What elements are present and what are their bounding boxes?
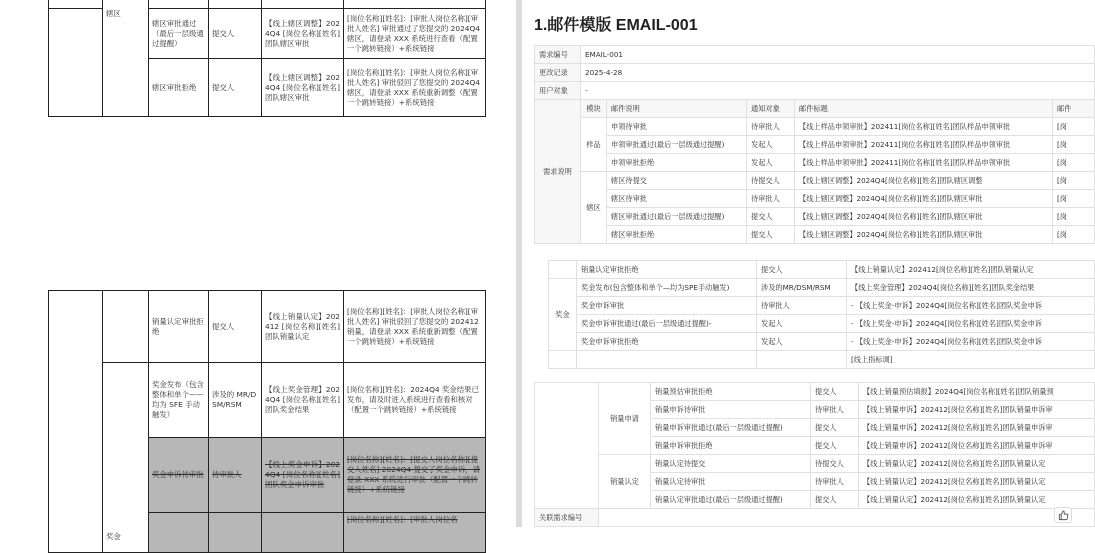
target-cell: 待提交人: [747, 172, 795, 190]
col-header: 通知对象: [747, 100, 795, 118]
subject-cell: 【线上销量预估填报】2024Q4[岗位名称][姓名]团队销量预: [859, 383, 1095, 401]
target-cell: 发起人: [757, 315, 847, 333]
subject-cell: 【线上销量认定】202412[岗位名称][姓名]团队销量认定: [859, 473, 1095, 491]
bonus-table: [48, 290, 486, 553]
page-title: 1.邮件模版 EMAIL-001: [534, 17, 698, 34]
table-row: [549, 279, 1095, 297]
sales-email-table: [534, 382, 1095, 527]
module-cell: 销量申请: [599, 383, 651, 455]
req-label: 需求说明: [535, 100, 581, 244]
target-cell: 发起人: [747, 136, 795, 154]
target-cell: 待审批人: [811, 473, 859, 491]
desc-cell: 奖金申诉审批通过(最后一层级通过提醒)-: [577, 315, 757, 333]
table-row: [535, 136, 1095, 154]
row-content: [岗位名称][姓名]：[审批人岗位名: [347, 515, 458, 524]
target-cell: 提交人: [757, 261, 847, 279]
subject-cell: 【线上辖区调整】2024Q4[岗位名称][姓名]团队辖区审批: [795, 226, 1053, 244]
table-row: [535, 383, 1095, 401]
subject-cell: - 【线上奖金-申诉】2024Q4[岗位名称][姓名]团队奖金申诉: [847, 297, 1095, 315]
target-cell: 待审批人: [747, 190, 795, 208]
email-template-table: [534, 45, 1095, 244]
subject-cell: 【线上辖区调整】2024Q4[岗位名称][姓名]团队辖区审批: [795, 190, 1053, 208]
extra-cell: [岗: [1053, 190, 1095, 208]
extra-cell: [岗: [1053, 226, 1095, 244]
desc-cell: 奖金发布(包含整体和单个—均为SPE手动触发): [577, 279, 757, 297]
subject-cell: 【线上辖区调整】2024Q4[岗位名称][姓名]团队辖区审批: [795, 208, 1053, 226]
desc-cell: 申领审批拒绝: [607, 154, 747, 172]
row-subject: 【线上奖金申诉】2024Q4 [岗位名称][姓名]团队奖金申诉审批: [265, 460, 340, 489]
like-button[interactable]: [1054, 507, 1072, 523]
table-row: [549, 333, 1095, 351]
module-cell: 销量认定: [599, 455, 651, 509]
table-row: [535, 190, 1095, 208]
row-name: 销量认定审批拒绝: [149, 291, 209, 363]
bonus-email-table: [548, 260, 1095, 369]
module-cell: 辖区: [581, 172, 607, 244]
desc-cell: 销量认定待提交: [651, 455, 811, 473]
district-table: [48, 0, 486, 117]
module-cell: 奖金: [549, 279, 577, 351]
thumbs-up-icon: [1058, 510, 1069, 521]
table-row: [549, 315, 1095, 333]
subject-cell: 【线上销量认定】202412[岗位名称][姓名]团队销量认定: [847, 261, 1095, 279]
subject-cell: 【线上辖区调整】2024Q4[岗位名称][姓名]团队辖区调整: [795, 172, 1053, 190]
subject-cell: 【线上销量认定】202412[岗位名称][姓名]团队销量认定: [859, 491, 1095, 509]
row-name: 奖金发布（包含整体和单个——均为 SFE 手动触发）: [149, 363, 209, 438]
meta-label: 需求编号: [535, 46, 581, 64]
desc-cell: 奖金申诉审批拒绝: [577, 333, 757, 351]
row-content: [岗位名称][姓名]：[审批人岗位名称][审批人姓名] 审批驳回了您提交的 202412 销量，请登录 XXX 系统重新调整（配置一个跳转链接）+系统链接: [344, 291, 486, 363]
table-row: [49, 291, 486, 363]
row-recipient: 提交人: [209, 291, 262, 363]
desc-cell: 销量认定待审批: [651, 473, 811, 491]
row-name: 辖区审批拒绝: [149, 59, 209, 117]
desc-cell: 辖区审批拒绝: [607, 226, 747, 244]
meta-value: -: [581, 82, 1095, 100]
document-page: [0, 0, 516, 541]
desc-cell: 销量预估审批拒绝: [651, 383, 811, 401]
row-subject: 【线上辖区调整】2024Q4 [岗位名称][姓名]团队辖区审批: [262, 59, 344, 117]
target-cell: 提交人: [811, 437, 859, 455]
col-header: 邮件标题: [795, 100, 1053, 118]
row-recipient: 提交人: [209, 9, 262, 59]
row-content: [岗位名称][姓名]：[提交人岗位名称][提交人姓名] 2024Q4 提交了奖金申诉，请登录 XXX 系统进行审批（配置一个跳转链接）+系统链接: [347, 455, 480, 494]
group-label: 辖区: [103, 0, 149, 117]
target-cell: 提交人: [811, 383, 859, 401]
desc-cell: 辖区待审批: [607, 190, 747, 208]
table-row: [535, 172, 1095, 190]
table-row: [549, 261, 1095, 279]
table-row: [535, 208, 1095, 226]
target-cell: 待审批人: [811, 401, 859, 419]
subject-cell: 【线上销量申诉】202412[岗位名称][姓名]团队销量申诉审: [859, 401, 1095, 419]
row-recipient: 涉及的 MR/DSM/RSM: [209, 363, 262, 438]
extra-cell: [岗: [1053, 136, 1095, 154]
row-subject: 【线上销量认定】202412 [岗位名称][姓名]团队销量认定: [262, 291, 344, 363]
desc-cell: 辖区审批通过(最后一层级通过提醒): [607, 208, 747, 226]
meta-label: 用户对象: [535, 82, 581, 100]
desc-cell: 销量认定审批通过(最后一层级通过提醒): [651, 491, 811, 509]
row-subject: 【线上辖区调整】2024Q4 [岗位名称][姓名]团队辖区审批: [262, 9, 344, 59]
desc-cell: 申领待审批: [607, 118, 747, 136]
extra-cell: [岗: [1053, 154, 1095, 172]
related-label: 关联需求编号: [535, 509, 599, 527]
extra-cell: [岗: [1053, 172, 1095, 190]
desc-cell: 奖金申诉审批: [577, 297, 757, 315]
table-row: [535, 455, 1095, 473]
row-name: 辖区审批通过（最后一层级通过提醒）: [149, 9, 209, 59]
meta-value: EMAIL-001: [581, 46, 1095, 64]
table-row: [535, 226, 1095, 244]
row-recipient: 待审批人: [212, 470, 242, 479]
subject-cell: [线上指标调]: [847, 351, 1095, 369]
meta-label: 更改记录: [535, 64, 581, 82]
row-content: [岗位名称][姓名]：[审批人岗位名称][审批人姓名] 审批通过了您提交的 2024Q4 辖区，请登录 XXX 系统进行查看（配置一个跳转链接）+系统链接: [344, 9, 486, 59]
target-cell: 提交人: [811, 419, 859, 437]
target-cell: 涉及的MR/DSM/RSM: [757, 279, 847, 297]
doc-viewer: [522, 0, 1080, 527]
desc-cell: 销量申诉待审批: [651, 401, 811, 419]
group-label: 奖金: [103, 363, 149, 553]
subject-cell: 【线上销量认定】202412[岗位名称][姓名]团队销量认定: [859, 455, 1095, 473]
table-row: [535, 154, 1095, 172]
desc-cell: 辖区待提交: [607, 172, 747, 190]
target-cell: 提交人: [747, 208, 795, 226]
extra-cell: [岗: [1053, 118, 1095, 136]
table-row: [49, 363, 486, 438]
subject-cell: 【线上样品申领审批】202411[岗位名称][姓名]团队样品申领审批: [795, 136, 1053, 154]
desc-cell: 申领审批通过(最后一层级通过提醒): [607, 136, 747, 154]
subject-cell: 【线上销量申诉】202412[岗位名称][姓名]团队销量申诉审: [859, 419, 1095, 437]
row-subject: 【线上奖金管理】2024Q4 [岗位名称][姓名]团队奖金结果: [262, 363, 344, 438]
row-content: [岗位名称][姓名]：2024Q4 奖金结果已发布，请及时进入系统进行查看和核对（配置一个跳转链接）+系统链接: [344, 363, 486, 438]
row-recipient: 提交人: [209, 59, 262, 117]
meta-value: 2025-4-28: [581, 64, 1095, 82]
extra-cell: [岗: [1053, 208, 1095, 226]
target-cell: 待审批人: [747, 118, 795, 136]
subject-cell: 【线上销量申诉】202412[岗位名称][姓名]团队销量申诉审: [859, 437, 1095, 455]
desc-cell: 销量认定审批拒绝: [577, 261, 757, 279]
table-row: [549, 351, 1095, 369]
row-name: 奖金申诉待审批: [152, 470, 204, 479]
subject-cell: - 【线上奖金-申诉】2024Q4[岗位名称][姓名]团队奖金申诉: [847, 333, 1095, 351]
subject-cell: 【线上样品申领审批】202411[岗位名称][姓名]团队样品申领审批: [795, 154, 1053, 172]
target-cell: 提交人: [747, 226, 795, 244]
row-content: [岗位名称][姓名]：[审批人岗位名称][审批人姓名] 审批驳回了您提交的 2024Q4 辖区，请登录 XXX 系统重新调整（配置一个跳转链接）+系统链接: [344, 59, 486, 117]
col-header: 邮件: [1053, 100, 1095, 118]
target-cell: 待提交人: [811, 455, 859, 473]
subject-cell: 【线上样品申领审批】202411[岗位名称][姓名]团队样品申领审批: [795, 118, 1053, 136]
subject-cell: - 【线上奖金-申诉】2024Q4[岗位名称][姓名]团队奖金申诉: [847, 315, 1095, 333]
target-cell: 发起人: [747, 154, 795, 172]
table-row: [549, 297, 1095, 315]
col-header: 模块: [581, 100, 607, 118]
target-cell: 发起人: [757, 333, 847, 351]
col-header: 邮件说明: [607, 100, 747, 118]
desc-cell: 销量申诉审批拒绝: [651, 437, 811, 455]
desc-cell: 销量申诉审批通过(最后一层级通过提醒): [651, 419, 811, 437]
subject-cell: 【线上奖金管理】2024Q4[岗位名称][姓名]团队奖金结果: [847, 279, 1095, 297]
target-cell: 提交人: [811, 491, 859, 509]
module-cell: 样品: [581, 118, 607, 172]
target-cell: 待审批人: [757, 297, 847, 315]
table-row: [535, 118, 1095, 136]
